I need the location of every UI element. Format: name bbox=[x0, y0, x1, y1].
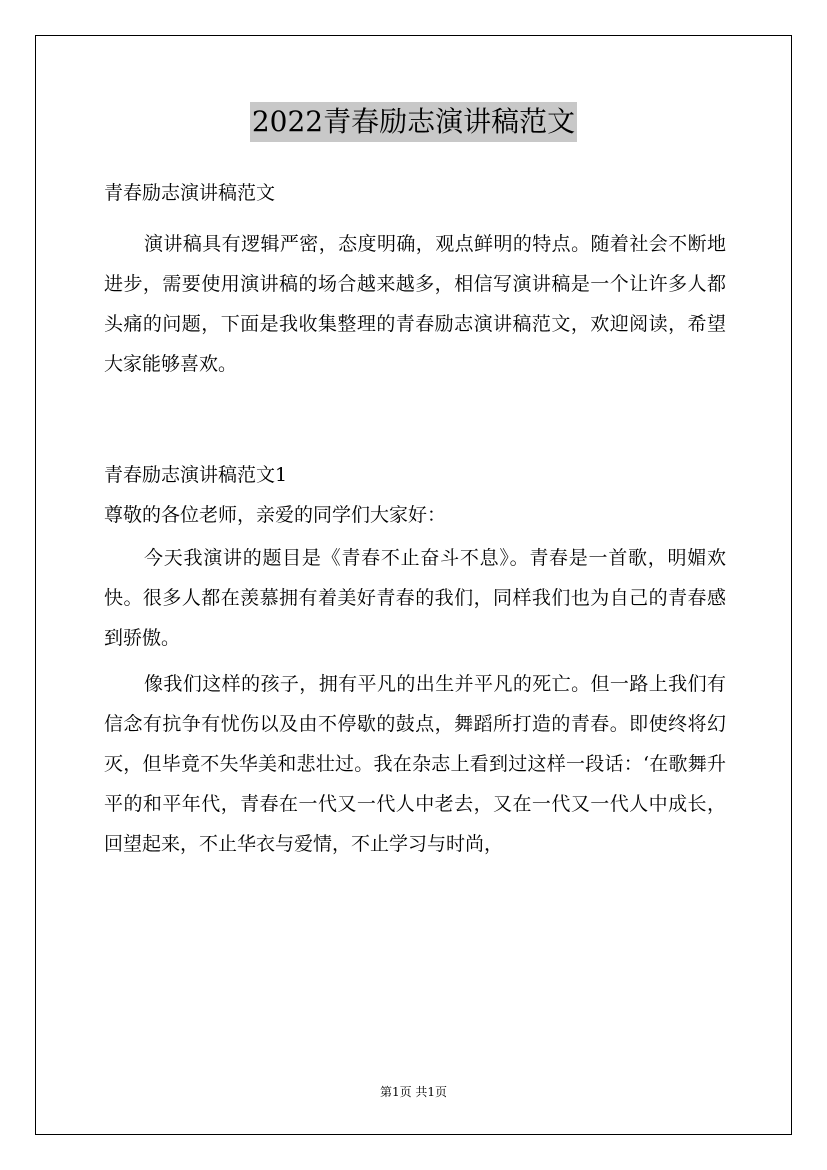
document-body bbox=[104, 176, 726, 864]
intro-paragraph: 演讲稿具有逻辑严密，态度明确，观点鲜明的特点。随着社会不断地进步，需要使用演讲稿的场合越来越多，相信写演讲稿是一个让许多人都头痛的问题，下面是我收集整理的青春励志演讲稿范文，欢迎阅读，希望大家能够喜欢。 bbox=[104, 233, 726, 375]
greeting: 尊敬的各位老师，亲爱的同学们大家好： bbox=[104, 504, 447, 526]
title-container bbox=[0, 102, 827, 142]
body-paragraph-1: 今天我演讲的题目是《青春不止奋斗不息》。青春是一首歌，明媚欢快。很多人都在羡慕拥有着美好青春的我们，同样我们也为自己的青春感到骄傲。 bbox=[104, 547, 726, 649]
page-footer: 第1页 共1页 bbox=[379, 1085, 448, 1099]
section-heading: 青春励志演讲稿范文1 bbox=[104, 464, 288, 486]
subtitle: 青春励志演讲稿范文 bbox=[104, 182, 276, 204]
document-title: 2022青春励志演讲稿范文 bbox=[250, 102, 577, 142]
body-paragraph-2: 像我们这样的孩子，拥有平凡的出生并平凡的死亡。但一路上我们有信念有抗争有忧伤以及由不停歇的鼓点，舞蹈所打造的青春。即使终将幻灭，但毕竟不失华美和悲壮过。我在杂志上看到过这样一段话：‘在歌舞升平的和平年代，青春在一代又一代人中老去，又在一代又一代人中成长，回望起来，不止华衣与爱情，不止学习与时尚， bbox=[104, 673, 726, 855]
